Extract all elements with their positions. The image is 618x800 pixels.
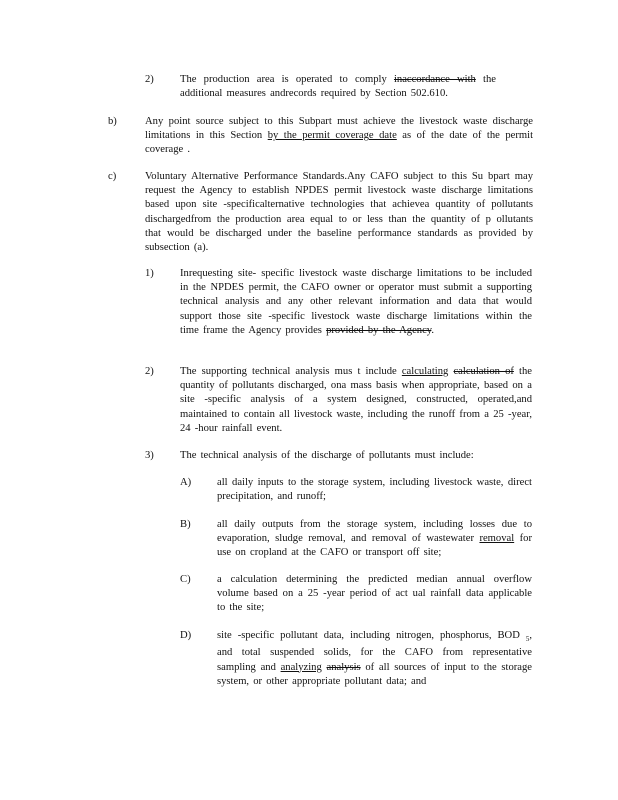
- text-run: Any point source subject to this Subpart must achieve the livestock waste discharge limitations in this Section: [145, 116, 533, 142]
- paragraph-text: [217, 629, 532, 689]
- paragraph-text: [145, 115, 533, 158]
- text-run: the quantity of pollutants discharged, ona mass basis when appropriate, based on a site -specific analysis of a system designed, constructed, operated,and maintained to contain all livestock waste, including the runoff from a 25 -year, 24 -hour rainfall event.: [180, 366, 532, 434]
- list-label: C): [180, 574, 191, 585]
- underlined-text: by the permit coverage date: [267, 130, 397, 142]
- list-label: D): [180, 630, 192, 641]
- paragraph-text: The technical analysis of the discharge of pollutants must include:: [180, 450, 474, 461]
- text-run: for use on cropland at the CAFO or transport off site;: [217, 533, 532, 559]
- text-run: , and total suspended solids, for the CAFO from representative sampling and: [217, 630, 532, 673]
- text-run: of all sources of input to the storage system, or other appropriate pollutant data; and: [217, 661, 533, 687]
- list-label: 3): [145, 450, 154, 461]
- paragraph-text: all daily inputs to the storage system, including livestock waste, direct precipitation, and runoff;: [217, 477, 532, 503]
- list-label: A): [180, 477, 192, 488]
- text-run: site -specific pollutant data, including nitrogen, phosphorus, BOD: [217, 630, 520, 641]
- text-run: .: [431, 324, 435, 336]
- underlined-text: removal: [479, 533, 515, 545]
- underlined-text: analyzing: [280, 661, 322, 673]
- paragraph-text: Voluntary Alternative Performance Standards.Any CAFO subject to this Su bpart may request the Agency to establish NPDES permit livestock waste discharge limitations based upon site -specificalternative technologies that achievea quantity of pollutants dischargedfrom the production area equal to or less than the quantity of p ollutants that would be discharged under the baseline performance standards as provided by subsection (a).: [145, 171, 533, 254]
- paragraph-text: [217, 518, 532, 561]
- subscript: 5: [525, 635, 530, 644]
- list-label: 1): [145, 268, 154, 279]
- list-label: 2): [145, 74, 154, 85]
- paragraph-text: a calculation determining the predicted median annual overflow volume based on a 25 -year period of act ual rainfall data applicable to the site;: [217, 574, 532, 614]
- list-label: b): [108, 116, 117, 127]
- text-run: The supporting technical analysis mus t include: [180, 366, 402, 377]
- text-run: all daily outputs from the storage system, including losses due to evaporation, sludge removal, and removal of wastewater: [217, 519, 532, 545]
- paragraph-text: [180, 267, 532, 338]
- underlined-text: calculating: [401, 366, 449, 377]
- text-run: The production area is operated to comply: [180, 74, 394, 85]
- text-run: the additional measures andrecords required by Section 502.610.: [180, 74, 497, 100]
- text-run: Inrequesting site- specific livestock waste discharge limitations to be included in the NPDES permit, the CAFO owner or operator must submit a supporting technical analysis and any other relevant information and data that would support those site -specific livestock waste discharge limitations within the time frame the Agency provides: [180, 268, 532, 336]
- list-label: c): [108, 171, 117, 182]
- struck-text: analysis: [326, 661, 361, 673]
- paragraph-text: [180, 365, 532, 436]
- list-label: B): [180, 519, 191, 530]
- list-label: 2): [145, 366, 154, 377]
- paragraph-text: [180, 73, 496, 101]
- text-run: as of the date of the permit coverage .: [145, 130, 534, 156]
- struck-text: provided by the Agency: [326, 324, 432, 336]
- struck-text: calculation of: [453, 366, 514, 377]
- struck-text: inaccordance with: [393, 74, 476, 85]
